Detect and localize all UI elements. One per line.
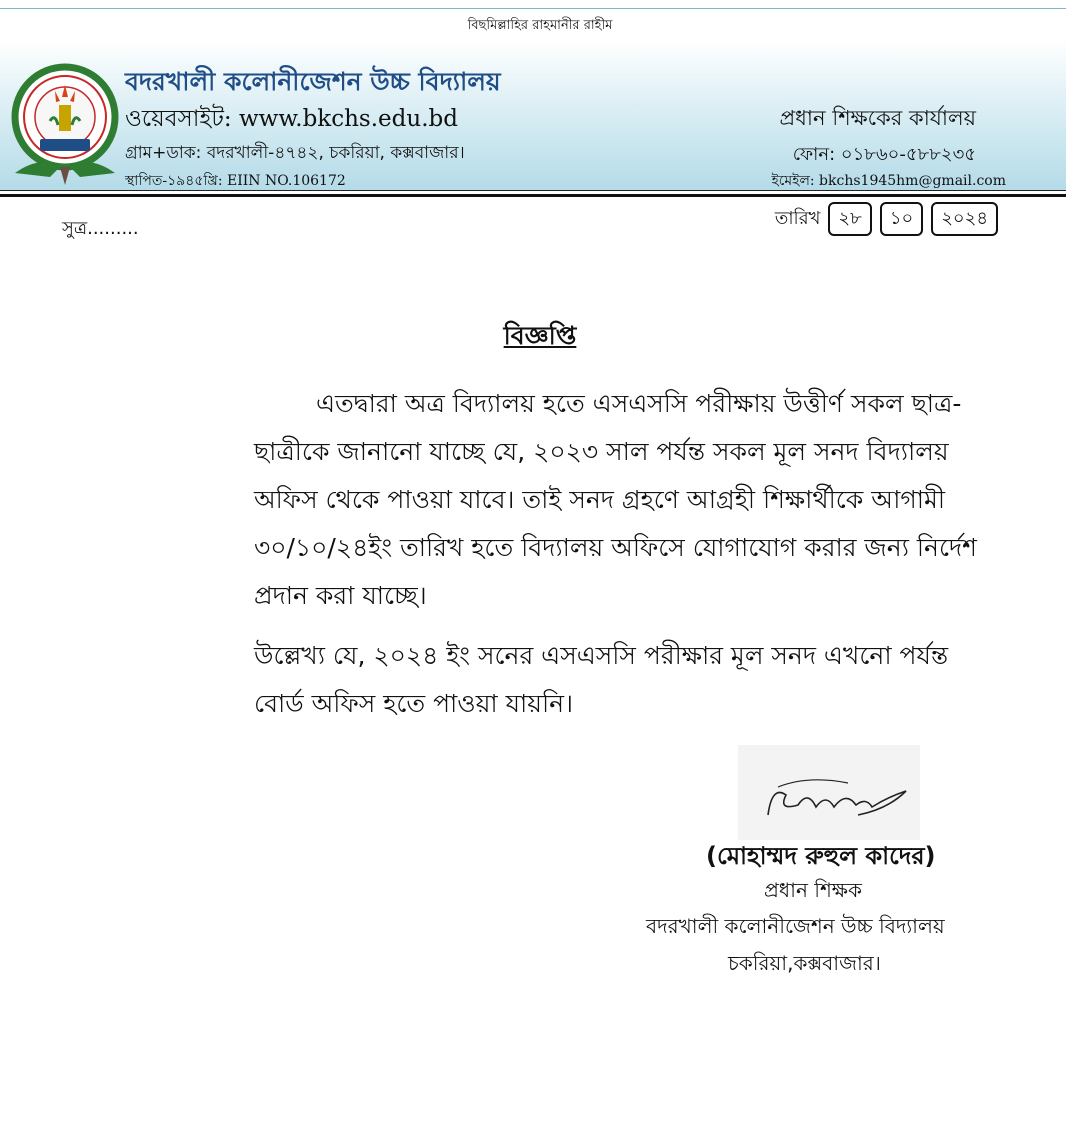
- date-year-box: ২০২৪: [931, 202, 998, 236]
- signatory-name: (মোহাম্মদ রুহুল কাদের): [706, 842, 936, 870]
- notice-body: [254, 380, 994, 728]
- date-day-box: ২৮: [828, 202, 871, 236]
- signatory-place: চকরিয়া,কক্সবাজার।: [728, 951, 881, 975]
- school-logo: [10, 55, 120, 190]
- bismillah-text: বিছমিল্লাহির রাহমানীর রাহীম: [467, 18, 613, 33]
- school-name: বদরখালী কলোনীজেশন উচ্চ বিদ্যালয়: [125, 67, 501, 96]
- address-text: গ্রাম+ডাক: বদরখালী-৪৭৪২, চকরিয়া, কক্সবাজার।: [125, 143, 465, 163]
- date-label: তারিখ: [774, 207, 821, 229]
- top-border-line: [0, 8, 1066, 9]
- established-eiin-text: স্থাপিত-১৯৪৫খ্রি: EIIN NO.106172: [125, 173, 346, 189]
- reference-label: সুত্র.........: [62, 218, 139, 239]
- date-month-box: ১০: [880, 202, 923, 236]
- website-text: ওয়েবসাইট: www.bkchs.edu.bd: [125, 106, 458, 132]
- notice-title: বিজ্ঞপ্তি: [503, 321, 577, 350]
- phone-text: ফোন: ০১৮৬০-৫৮৮২৩৫: [792, 144, 976, 165]
- office-label: প্রধান শিক্ষকের কার্যালয়: [779, 106, 976, 130]
- date-section: [775, 202, 998, 236]
- notice-paragraph-2: উল্লেখ্য যে, ২০২৪ ইং সনের এসএসসি পরীক্ষার মূল সনদ এখনো পর্যন্ত বোর্ড অফিস হতে পাওয়া যায়নি।: [254, 641, 949, 718]
- header-divider-thick: [0, 194, 1066, 197]
- signatory-title: প্রধান শিক্ষক: [764, 878, 862, 902]
- signatory-school: বদরখালী কলোনীজেশন উচ্চ বিদ্যালয়: [646, 914, 945, 938]
- email-text: ইমেইল: bkchs1945hm@gmail.com: [771, 173, 1006, 189]
- signature-image: [738, 745, 920, 840]
- header-divider-thin: [0, 190, 1066, 191]
- notice-paragraph-1: এতদ্বারা অত্র বিদ্যালয় হতে এসএসসি পরীক্ষায় উত্তীর্ণ সকল ছাত্র-ছাত্রীকে জানানো যাচ্ছে যে, ২০২৩ সাল পর্যন্ত সকল মূল সনদ বিদ্যালয় অফিস থেকে পাওয়া যাবে। তাই সনদ গ্রহণে আগ্রহী শিক্ষার্থীকে আগামী ৩০/১০/২৪ইং তারিখ হতে বিদ্যালয় অফিসে যোগাযোগ করার জন্য নির্দেশ প্রদান করা যাচ্ছে।: [254, 389, 977, 610]
